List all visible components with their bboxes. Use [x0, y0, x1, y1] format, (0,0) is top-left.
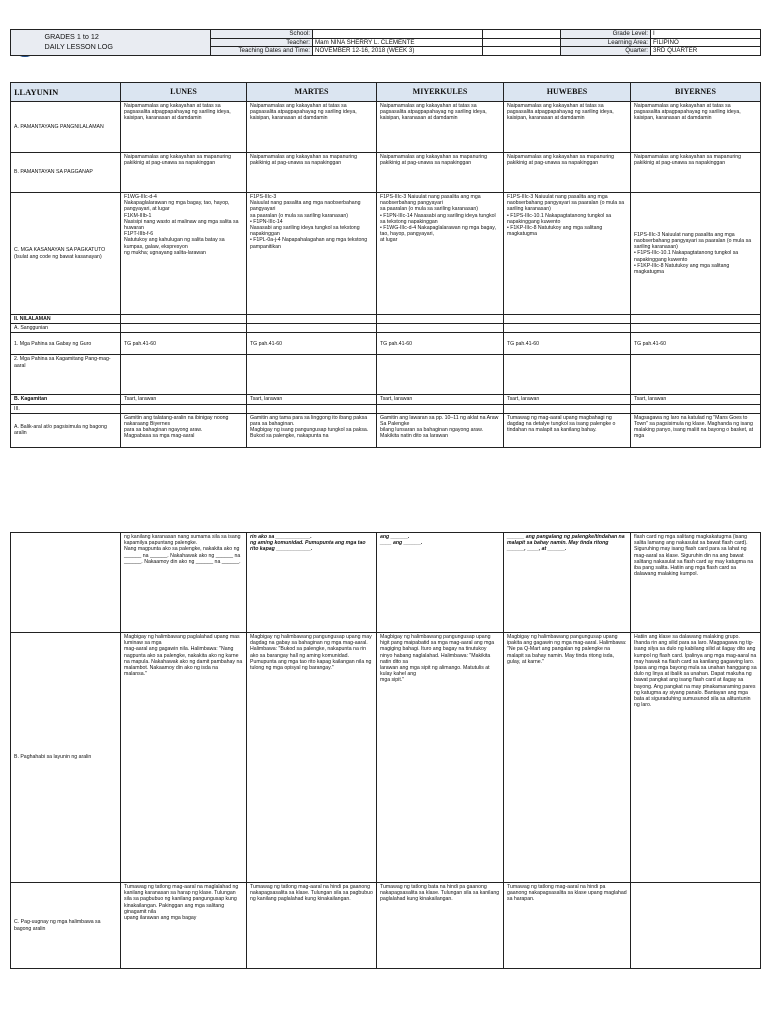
cell-paguugnay-biyernes — [631, 883, 761, 969]
row-label-kagamitang-pang-mag-aaral: 2. Mga Pahina sa Kagamitang Pang-mag-aaral — [11, 355, 121, 395]
day-biyernes: BIYERNES — [631, 83, 761, 102]
school-value — [313, 30, 483, 39]
cell-b-huwebes: Naipamamalas ang kakayahan sa mapanuring pakikinig at pag-unawa sa napakinggan — [504, 153, 631, 193]
cell-balik-cont-biyernes: flash card ng mga salitang magkakatugma (isang salita lamang ang nakasulat sa bawat flash card). Siguruhing may isang flash card para sa lahat ng mag-aaral sa klase. Siguruhin din na ang bawat salitang nakasulat sa flash card ay may katugma na iba pang salita. Hatiin ang mga flash card sa dalawang malaking kumpol. — [631, 533, 761, 633]
row-label-balik-aral: A. Balik-aral at/o pagsisimula ng bagong aralin — [11, 413, 121, 447]
dates-label: Teaching Dates and Time: — [211, 47, 313, 56]
cell-balik-lunes: Gamitin ang talatang-aralin na ibinigay noong nakaraang Biyernes para sa bahaginan ngayong araw. Magpabasa sa mga mag-aaral — [121, 413, 247, 447]
cell-a-lunes: Naipamamalas ang kakayahan at tatas sa pagsasalita atpagpapahayag ng sariling ideya, kaisipan, karanasan at damdamin — [121, 102, 247, 153]
cell-balik-miyerkules: Gamitin ang lawaran sa pp. 10–11 ng aklat na Araw Sa Palengke bilang lunsaran sa bahaginan ngayong araw. Makikita natin dito sa larawan — [377, 413, 504, 447]
cell-a-martes: Naipamamalas ang kakayahan at tatas sa pagsasalita atpagpapahayag ng sariling ideya, kaisipan, karanasan at damdamin — [247, 102, 377, 153]
cell-kagamitan-huwebes: Tsart, larawan — [504, 395, 631, 404]
cell-balik-cont-lunes: ng kanilang karanasan nang sumama sila sa isang kapamilya papuntang palengke. Nang magpunta ako sa palengke, nakakita ako ng ______ na ______. Nakahawak ako ng ______ na ______. Nakaamoy din ako ng ______ na ______. — [121, 533, 247, 633]
day-miyerkules: MIYERKULES — [377, 83, 504, 102]
quarter-label: Quarter: — [561, 47, 651, 56]
lesson-table-page2 — [10, 532, 761, 969]
cell-c-huwebes: F1PS-IIIc-3 Naiuulat nang pasalita ang mga naobserbahang pangyayari sa paaralan (o mula sa sariling karanasan) • F1PS-IIIc-10.1 Nakapagtatanong tungkol sa napakinggang kuwento • F1KP-IIIc-8 Natutukoy ang mga salitang magkatugma — [504, 193, 631, 315]
cell-tg-huwebes: TG pah.41-60 — [504, 333, 631, 355]
quarter-value: 3RD QUARTER — [651, 47, 761, 56]
iii-heading: III. — [11, 404, 121, 413]
cell-paguugnay-huwebes: Tumawag ng tatlong mag-aaral na hindi pa gaanong nakapagsasalita sa klase upang maglahad sa harapan. — [504, 883, 631, 969]
cell-c-lunes: F1WG-IIIc-d-4 Nakapaglalarawan ng mga bagay, tao, hayop, pangyayari, at lugar F1KM-IIIb-1 Nasisipi nang wasto at malinaw ang mga salita sa huwaran F1PT-IIIb-f-6 Natutukoy ang kahulugan ng salita batay sa kumpas, galaw, ekspresyon ng mukha; ugnayang salita-larawan — [121, 193, 247, 315]
school-label: School: — [211, 30, 313, 39]
cell-paghahabi-huwebes: Magbigay ng halimbawang pangungusap upang ipakita ang gagawin ng mga mag-aaral. Halimbawa: "Ne pa Q-Mart ang pangalan ng palengke na malapit sa bahay namin. May tinda ritong isda, gulay, at karne." — [504, 633, 631, 883]
cell-kagamitan-lunes: Tsart, larawan — [121, 395, 247, 404]
cell-c-biyernes: F1PS-IIIc-3 Naiuulat nang pasalita ang mga naobserbahang pangyayari sa paaralan (o mula sa sariling karanasan) • F1PS-IIIc-10.1 Nakapagtatanong tungkol sa napakinggang kuwento • F1KP-IIIc-8 Natutukoy ang mga salitang magkatugma — [631, 193, 761, 315]
layunin-heading: I.LAYUNIN — [11, 83, 121, 102]
row-label-paghahabi: B. Paghahabi sa layunin ng aralin — [11, 633, 121, 883]
row-label-gabay-guro: 1. Mga Pahina sa Gabay ng Guro — [11, 333, 121, 355]
cell-tg-miyerkules: TG pah.41-60 — [377, 333, 504, 355]
title-dll: DAILY LESSON LOG — [44, 42, 113, 52]
area-label: Learning Area: — [561, 38, 651, 47]
grade-label: Grade Level: — [561, 30, 651, 39]
sanggunian-heading: A. Sanggunian — [11, 324, 121, 333]
cell-c-miyerkules: F1PS-IIIc-3 Naiuulat nang pasalita ang mga naobserbahang pangyayari sa paaralan (o mula sa sariling karanasan) • F1PN-IIIc-14 Nasasabi ang sariling ideya tungkol sa tekstong napakinggan • F1WG-IIIc-d-4 Nakapaglalarawan ng mga bagay, tao, hayop, pangyayari, at lugar — [377, 193, 504, 315]
cell-b-biyernes: Naipamamalas ang kakayahan sa mapanuring pakikinig at pag-unawa sa napakinggan — [631, 153, 761, 193]
title-grades: GRADES 1 to 12 — [44, 32, 99, 42]
cell-paguugnay-miyerkules: Tumawag ng tatlong bata na hindi pa gaanong nakapagsasalita sa klase. Tulungan sila sa kanilang paglalahad kung kinakailangan. — [377, 883, 504, 969]
dates-value: NOVEMBER 12-16, 2018 (WEEK 3) — [313, 47, 483, 56]
cell-a-miyerkules: Naipamamalas ang kakayahan at tatas sa pagsasalita atpagpapahayag ng sariling ideya, kaisipan, karanasan at damdamin — [377, 102, 504, 153]
area-value: FILIPINO — [651, 38, 761, 47]
cell-balik-cont-huwebes: ______ ang pangalang ng palengke/tindahan na malapit sa bahay namin. May tinda ritong ______, ____, at ______. — [504, 533, 631, 633]
cell-c-martes: F1PS-IIIc-3 Naiuulat nang pasalita ang mga naobserbahang pangyayari sa paaralan (o mula sa sariling karanasan) • F1PN-IIIc-14 Nasasabi ang sariling ideya tungkol sa tekstong napakinggan • F1PL-0a-j-4 Napapahalagahan ang mga tekstong pampanitikan — [247, 193, 377, 315]
cell-tg-martes: TG pah.41-60 — [247, 333, 377, 355]
kagamitan-heading: B. Kagamitan — [11, 395, 121, 404]
cell-kagamitan-miyerkules: Tsart, larawan — [377, 395, 504, 404]
cell-tg-biyernes: TG pah.41-60 — [631, 333, 761, 355]
cell-balik-huwebes: Tumawag ng mag-aaral upang magbahagi ng dagdag na detalye tungkol sa isang palengke o tindahan na malapit sa kanilang bahay. — [504, 413, 631, 447]
cell-kagamitan-biyernes: Tsart, larawan — [631, 395, 761, 404]
row-label-kasanayan: C. MGA KASANAYAN SA PAGKATUTO (Isulat ang code ng bawat kasanayan) — [11, 193, 121, 315]
cell-balik-biyernes: Magsagawa ng laro na katulad ng "Mans Goes to Town" sa pagsisimula ng klase. Maghanda ng isang malaking panyo, isang maliit na bayong o basket, at mga — [631, 413, 761, 447]
cell-a-biyernes: Naipamamalas ang kakayahan at tatas sa pagsasalita atpagpapahayag ng sariling ideya, kaisipan, karanasan at damdamin — [631, 102, 761, 153]
cell-b-martes: Naipamamalas ang kakayahan sa mapanuring pakikinig at pag-unawa sa napakinggan — [247, 153, 377, 193]
row-label-pamantayang-pangnilalaman: A. PAMANTAYANG PANGNILALAMAN — [11, 102, 121, 153]
teacher-label: Teacher: — [211, 38, 313, 47]
grade-value: I — [651, 30, 761, 39]
cell-paghahabi-lunes: Magbigay ng halimbawang paglalahad upang mas luminaw sa mga mag-aaral ang gagawin nila. Halimbawa: "Nang nagpunta ako sa palengke, nakakita ako ng karne na mapula. Nakahawak ako ng damit pambahay na malambot. Nakaamoy din ako ng isda na malansa." — [121, 633, 247, 883]
cell-b-miyerkules: Naipamamalas ang kakayahan sa mapanuring pakikinig at pag-unawa sa napakinggan — [377, 153, 504, 193]
cell-paghahabi-biyernes: Hatiin ang klase sa dalawang malaking grupo. Ihanda rin ang silid para sa laro. Magpagawa ng tig-isang silya sa dulo ng kabilang silid at ilagay dito ang kumpol ng flash card. Ipalinya ang mga mag-aaral na may hawak na flash card sa kanilang gagawing laro. Ipasa ang mga bayong mula sa unahan hanggang sa dulo ng linya at ibalik sa unahan. Dapat makuha ng bawat pangkat ang isang flash card at ilagay sa bayong. Ang pangkat na may pinakamaraming pares ng katugma ay siyang panalo. Bantayan ang mga bata at siguraduhing sumusunod sila sa alituntunin ng laro. — [631, 633, 761, 883]
lesson-table-page1 — [10, 82, 761, 448]
day-lunes: LUNES — [121, 83, 247, 102]
row-label-pag-uugnay: C. Pag-uugnay ng mga halimbawa sa bagong aralin — [11, 883, 121, 969]
cell-balik-martes: Gamitin ang tama para sa linggong ito ibang paksa para sa bahaginan. Magbigay ng isang pangungusap tungkol sa paksa. Bukod sa palengke, nakapunta na — [247, 413, 377, 447]
cell-tg-lunes: TG pah.41-60 — [121, 333, 247, 355]
nilalaman-heading: II. NILALAMAN — [11, 315, 121, 324]
cell-kagamitan-martes: Tsart, larawan — [247, 395, 377, 404]
cell-paghahabi-miyerkules: Magbigay ng halimbawang pangungusap upang higit pang maipabatid sa mga mag-aaral ang mga magiging bahagi. Ituro ang bagay na tinutukoy ninyo habang naglalahad. Halimbawa: "Makikita natin dito sa larawan ang mga sipit ng alimango. Matutulis at kulay kahel ang mga sipit." — [377, 633, 504, 883]
cell-paghahabi-martes: Magbigay ng halimbawang pangungusap upang may dagdag na gabay sa bahaginan ng mga mag-aaral. Halimbawa: "Bukod sa palengke, nakapunta na rin ako sa barangay hall ng aming komunidad. Pumupunta ang mga tao rito kapag kailangan nila ng tulong ng mga opisyal ng barangay." — [247, 633, 377, 883]
cell-balik-cont-miyerkules: ang ______. ____ ang ______. — [377, 533, 504, 633]
cell-paguugnay-lunes: Tumawag ng tatlong mag-aaral na maglalahad ng kanilang karanasan sa harap ng klase. Tulungan sila sa pagbubuo ng kanilang pangungusap kung kinakailangan. Pakinggan ang mga salitang ginagamit nila upang ilarawan ang mga bagay — [121, 883, 247, 969]
cell-balik-cont-martes: rin ako sa ____________. ng aming komunidad. Pumupunta ang mga tao rito kapag ____________. — [247, 533, 377, 633]
cell-b-lunes: Naipamamalas ang kakayahan sa mapanuring pakikinig at pag-unawa sa napakinggan — [121, 153, 247, 193]
header-table — [10, 29, 761, 56]
teacher-value: Mam NINA SHERRY L. CLEMENTE — [313, 38, 483, 47]
day-huwebes: HUWEBES — [504, 83, 631, 102]
cell-paguugnay-martes: Tumawag ng tatlong mag-aaral na hindi pa gaanong nakapagsasalita sa klase. Tulungan sila sa pagbubuo ng kanilang paglalahad kung kinakailangan. — [247, 883, 377, 969]
row-label-pamantayan-sa-pagganap: B. PAMANTAYAN SA PAGGANAP — [11, 153, 121, 193]
day-martes: MARTES — [247, 83, 377, 102]
cell-a-huwebes: Naipamamalas ang kakayahan at tatas sa pagsasalita atpagpapahayag ng sariling ideya, kaisipan, karanasan at damdamin — [504, 102, 631, 153]
